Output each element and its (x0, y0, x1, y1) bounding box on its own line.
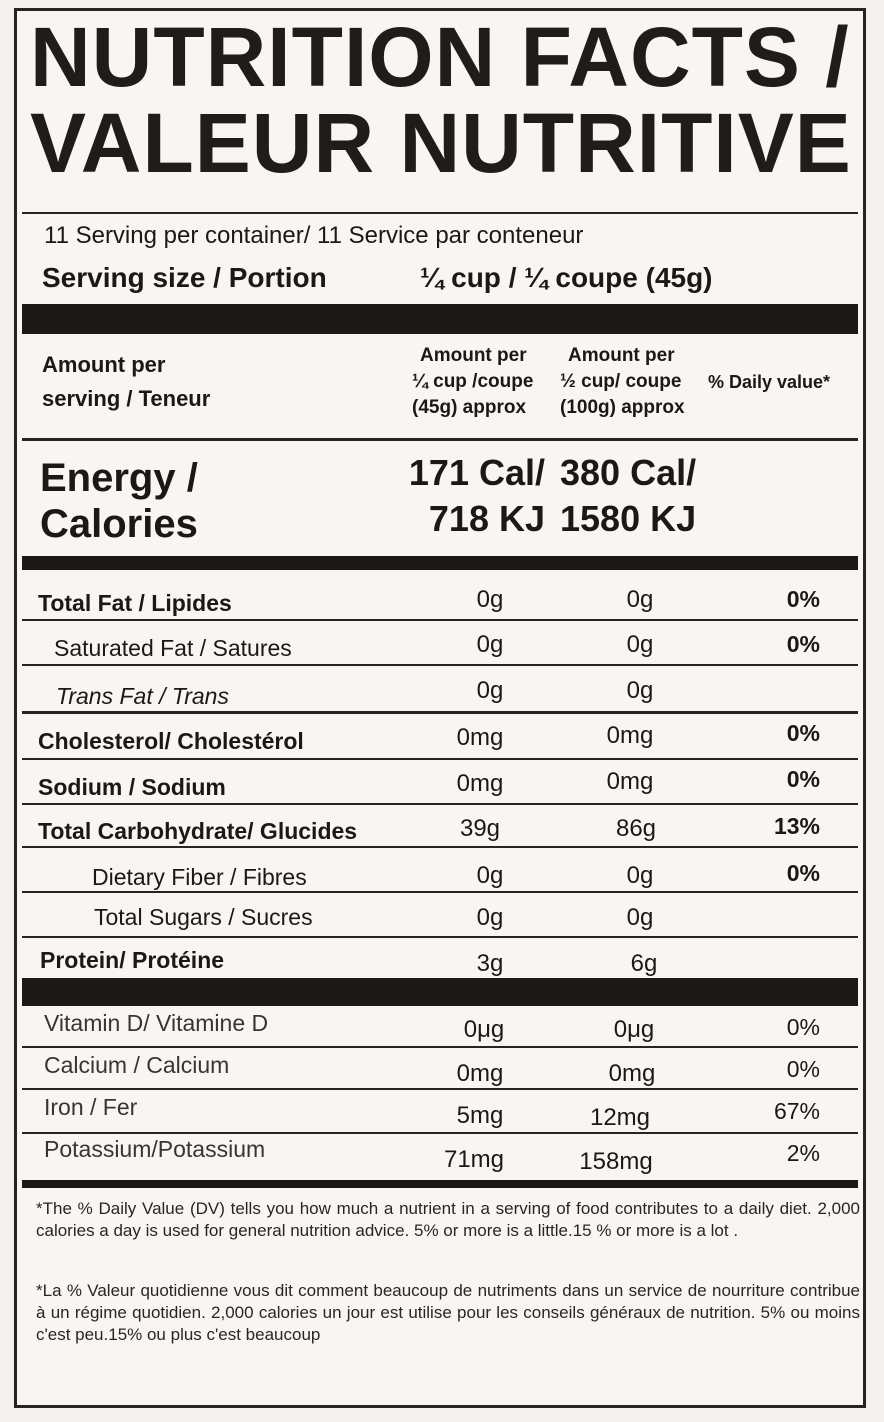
vitamin-daily-value: 0% (786, 1014, 820, 1040)
vitamin-name: Potassium/Potassium (44, 1136, 266, 1162)
energy-column-1 (380, 450, 545, 542)
row-divider (22, 846, 858, 848)
energy-col2-line-2: 1580 KJ (560, 498, 697, 539)
column-1-header (412, 343, 533, 421)
nutrient-value-col2: 0g (626, 677, 654, 704)
nutrient-name: Dietary Fiber / Fibres (92, 864, 307, 890)
title-line-1: NUTRITION FACTS / (30, 10, 850, 104)
nutrient-daily-value: 0% (786, 766, 820, 792)
servings-per-container: 11 Serving per container/ 11 Service par conteneur (44, 222, 584, 249)
daily-value-header: % Daily value* (708, 372, 831, 392)
nutrient-value-col1: 3g (476, 950, 504, 977)
nutrient-value-col1: 0g (476, 631, 504, 658)
row-divider (22, 711, 858, 714)
nutrient-value-col2: 0mg (606, 768, 654, 795)
divider (22, 212, 858, 214)
col2-header-line-2: ½ cup/ coupe (560, 371, 682, 392)
col1-header-line-3: (45g) approx (412, 397, 527, 418)
col2-header-line-3: (100g) approx (560, 397, 685, 418)
nutrient-daily-value: 13% (773, 813, 820, 839)
energy-label-line-1: Energy / (40, 456, 198, 500)
nutrient-value-col2: 6g (630, 950, 658, 977)
nutrient-daily-value: 0% (786, 720, 820, 746)
nutrient-value-col2: 0g (626, 631, 654, 658)
nutrient-value-col1: 0g (476, 904, 504, 931)
nutrient-name: Total Carbohydrate/ Glucides (38, 818, 358, 844)
serving-size-label: Serving size / Portion (42, 262, 327, 293)
nutrient-value-col2: 0g (626, 586, 654, 613)
nutrient-name: Total Fat / Lipides (38, 590, 232, 616)
thick-divider (22, 556, 858, 570)
row-divider (22, 936, 858, 938)
energy-col2-line-1: 380 Cal/ (560, 452, 697, 493)
row-divider (22, 1046, 858, 1048)
row-divider (22, 664, 858, 666)
serving-size-value: ¼ cup / ¼ coupe (45g) (420, 262, 713, 293)
vitamin-value-col2: 0μg (613, 1016, 655, 1043)
vitamin-value-col1: 0μg (463, 1016, 505, 1043)
energy-col1-line-1: 171 Cal/ (408, 452, 545, 493)
energy-column-2 (560, 450, 720, 542)
nutrient-daily-value: 0% (786, 860, 820, 886)
vitamin-value-col2: 0mg (608, 1060, 656, 1087)
nutrient-name: Total Sugars / Sucres (94, 904, 313, 930)
amount-per-line-2: serving / Teneur (42, 386, 211, 411)
nutrient-name: Trans Fat / Trans (56, 683, 229, 709)
nutrient-value-col1: 0g (476, 677, 504, 704)
vitamin-value-col1: 5mg (456, 1102, 504, 1129)
amount-per-serving-header (42, 348, 210, 416)
nutrient-value-col1: 0g (476, 586, 504, 613)
vitamin-name: Calcium / Calcium (44, 1052, 230, 1078)
row-divider (22, 1132, 858, 1134)
column-2-header (560, 343, 685, 421)
row-divider (22, 803, 858, 805)
nutrient-value-col1: 0g (476, 862, 504, 889)
title-line-2: VALEUR NUTRITIVE (30, 96, 852, 190)
nutrient-value-col2: 0mg (606, 722, 654, 749)
vitamin-value-col2: 12mg (589, 1104, 651, 1131)
nutrient-value-col1: 0mg (456, 724, 504, 751)
footnote-english: *The % Daily Value (DV) tells you how much a nutrient in a serving of food contributes to a daily diet. 2,000 calories a day is used for general nutrition advice. 5% or more is a little.15 % or more is a lot . (36, 1199, 860, 1240)
vitamin-value-col2: 158mg (579, 1148, 653, 1175)
energy-label (40, 455, 198, 547)
vitamin-name: Iron / Fer (44, 1094, 138, 1120)
vitamin-daily-value: 0% (786, 1056, 820, 1082)
nutrient-daily-value: 0% (786, 586, 820, 612)
energy-col1-line-2: 718 KJ (428, 498, 545, 539)
label-title (30, 10, 852, 190)
nutrient-name: Saturated Fat / Satures (54, 635, 292, 661)
thick-divider (22, 978, 858, 1006)
energy-label-line-2: Calories (40, 502, 198, 546)
col2-header-line-1: Amount per (568, 345, 675, 366)
vitamin-daily-value: 2% (786, 1140, 820, 1166)
divider (22, 438, 858, 441)
nutrient-value-col2: 0g (626, 862, 654, 889)
row-divider (22, 619, 858, 621)
nutrient-name: Sodium / Sodium (38, 774, 226, 800)
row-divider (22, 758, 858, 760)
nutrient-name: Cholesterol/ Cholestérol (38, 728, 304, 754)
nutrient-value-col1: 0mg (456, 770, 504, 797)
vitamin-value-col1: 0mg (456, 1060, 504, 1087)
thick-divider (22, 304, 858, 334)
nutrient-daily-value: 0% (786, 631, 820, 657)
row-divider (22, 891, 858, 893)
nutrient-value-col2: 0g (626, 904, 654, 931)
row-divider (22, 1088, 858, 1090)
vitamin-daily-value: 67% (773, 1098, 820, 1124)
nutrient-value-col2: 86g (615, 815, 657, 842)
footnote-french: *La % Valeur quotidienne vous dit comment beaucoup de nutriments dans un service de nourriture contribue à un régime quotidien. 2,000 calories un jour est utilise pour les conseils généraux de nutrition. 5% ou moins c'est peu.15% ou plus c'est beaucoup (36, 1281, 860, 1344)
nutrient-value-col1: 39g (459, 815, 501, 842)
thick-divider (22, 1180, 858, 1188)
col1-header-line-1: Amount per (420, 345, 527, 366)
amount-per-line-1: Amount per (42, 352, 166, 377)
nutrient-name: Protein/ Protéine (40, 947, 225, 973)
vitamin-name: Vitamin D/ Vitamine D (44, 1010, 269, 1036)
col1-header-line-2: ¼ cup /coupe (412, 371, 534, 392)
vitamin-value-col1: 71mg (443, 1146, 505, 1173)
